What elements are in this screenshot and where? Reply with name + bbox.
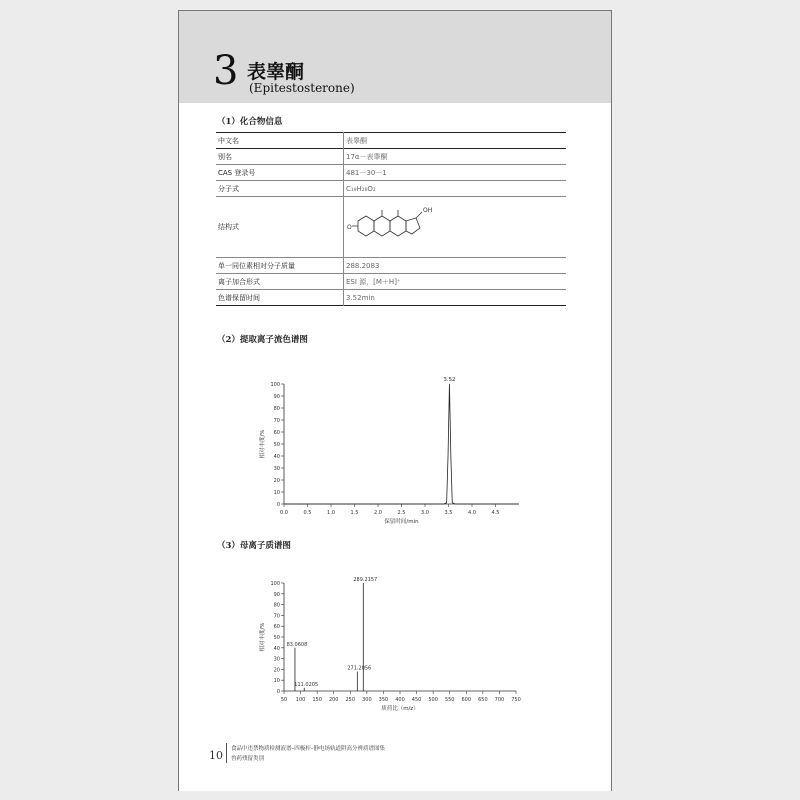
footer-divider — [226, 743, 227, 763]
table-value: 表睾酮 — [344, 133, 567, 149]
x-tick-label: 700 — [494, 697, 505, 703]
x-tick-label: 500 — [428, 697, 438, 703]
footer-text — [231, 744, 385, 764]
table-value: 17α－表睾酮 — [344, 149, 567, 165]
x-tick-label: 750 — [511, 697, 521, 703]
page-header — [179, 11, 611, 103]
y-tick-label: 100 — [270, 382, 280, 388]
x-tick-label: 3.5 — [444, 510, 453, 516]
y-tick-label: 80 — [273, 602, 280, 609]
y-tick-label: 20 — [273, 667, 280, 674]
table-value: C₁₉H₂₈O₂ — [344, 181, 567, 197]
y-tick-label: 40 — [273, 645, 280, 652]
table-row — [216, 290, 566, 306]
x-tick-label: 150 — [312, 697, 322, 703]
y-tick-label: 60 — [273, 624, 280, 631]
table-row-structure — [216, 197, 566, 258]
table-key: 分子式 — [218, 184, 239, 193]
peak-label: 111.0205 — [294, 681, 319, 688]
peak-label: 271.2056 — [347, 665, 372, 672]
table-key: 单一同位素相对分子质量 — [218, 261, 295, 270]
footer-category: 兽药残留类别 — [231, 756, 265, 762]
document-page — [178, 10, 612, 791]
x-tick-label: 300 — [362, 697, 372, 703]
y-tick-label: 30 — [273, 466, 280, 472]
peak-label: 289.2157 — [353, 577, 378, 583]
y-tick-label: 0 — [276, 689, 280, 695]
x-tick-label: 2.5 — [397, 510, 406, 516]
x-tick-label: 250 — [345, 697, 356, 703]
table-value: 3.52min — [344, 290, 567, 306]
section-ms-heading: （3）母离子质谱图 — [217, 541, 291, 551]
y-axis-label: 相对丰度/% — [260, 622, 266, 652]
table-key: 离子加合形式 — [218, 277, 260, 286]
y-tick-label: 30 — [273, 656, 280, 663]
y-tick-label: 60 — [273, 430, 280, 436]
x-axis-label: 质荷比（m/z） — [381, 706, 419, 712]
table-header-row — [216, 133, 566, 149]
y-tick-label: 70 — [273, 613, 280, 620]
series-line-eic — [284, 384, 519, 504]
y-tick-label: 10 — [273, 490, 280, 496]
x-tick-label: 200 — [328, 697, 339, 703]
y-tick-label: 70 — [273, 418, 280, 424]
table-value: ESI 源，[M＋H]⁺ — [344, 274, 567, 290]
section-info-heading: （1）化合物信息 — [217, 117, 283, 127]
x-tick-label: 1.5 — [350, 510, 359, 516]
compound-english-name: (Epitestosterone) — [249, 81, 355, 95]
y-tick-label: 50 — [273, 442, 280, 448]
x-tick-label: 650 — [478, 697, 488, 703]
table-row — [216, 274, 566, 290]
y-tick-label: 90 — [273, 591, 280, 598]
table-key: 中文名 — [218, 136, 239, 145]
compound-info-table — [216, 132, 566, 306]
y-tick-label: 0 — [276, 502, 280, 508]
x-tick-label: 600 — [461, 697, 472, 703]
x-tick-label: 550 — [444, 697, 455, 703]
x-tick-label: 400 — [395, 697, 405, 703]
compound-number: 3 — [213, 48, 239, 94]
y-axis-label: 相对丰度/% — [260, 429, 266, 459]
y-tick-label: 40 — [273, 454, 280, 460]
y-tick-label: 80 — [273, 406, 280, 412]
table-row — [216, 165, 566, 181]
table-row — [216, 181, 566, 197]
mass-spectrum-chart — [239, 563, 539, 723]
structure-o-label: O — [347, 224, 352, 231]
y-tick-label: 90 — [273, 394, 280, 400]
table-key: CAS 登录号 — [218, 168, 256, 177]
table-value: 481－30－1 — [344, 165, 567, 181]
y-tick-label: 10 — [273, 678, 280, 685]
x-tick-label: 3.0 — [421, 510, 429, 516]
peak-label: 83.0608 — [286, 641, 308, 648]
section-chromatogram-heading: （2）提取离子流色谱图 — [217, 335, 308, 345]
structure-formula-image — [346, 201, 436, 251]
x-tick-label: 2.0 — [374, 510, 382, 516]
x-tick-label: 350 — [378, 697, 389, 703]
x-tick-label: 50 — [280, 697, 288, 703]
x-axis-label: 保留时间/min — [384, 519, 419, 525]
x-tick-label: 1.0 — [327, 510, 335, 516]
table-row — [216, 149, 566, 165]
structure-cell — [344, 197, 567, 258]
y-tick-label: 50 — [273, 635, 280, 641]
table-key: 结构式 — [218, 223, 239, 231]
x-tick-label: 4.0 — [468, 510, 476, 516]
peak-label: 3.52 — [443, 377, 456, 383]
x-tick-label: 100 — [295, 697, 306, 703]
x-tick-label: 4.5 — [491, 510, 500, 516]
y-tick-label: 20 — [273, 478, 280, 484]
table-value: 288.2083 — [344, 258, 567, 274]
x-tick-label: 0.0 — [280, 510, 288, 516]
table-key: 别名 — [218, 152, 232, 161]
chromatogram-chart — [239, 361, 539, 531]
page-number: 10 — [209, 749, 223, 762]
y-tick-label: 100 — [270, 581, 280, 587]
table-row — [216, 258, 566, 274]
x-tick-label: 450 — [411, 697, 422, 703]
x-tick-label: 0.5 — [303, 510, 312, 516]
footer-book-title: 食品中违禁物质检测液谱–四极杆–静电场轨道阱高分辨质谱图集 — [231, 746, 386, 752]
compound-title: 表睾酮 — [247, 61, 305, 83]
structure-oh-label: OH — [423, 207, 433, 214]
table-key: 色谱保留时间 — [218, 293, 260, 302]
